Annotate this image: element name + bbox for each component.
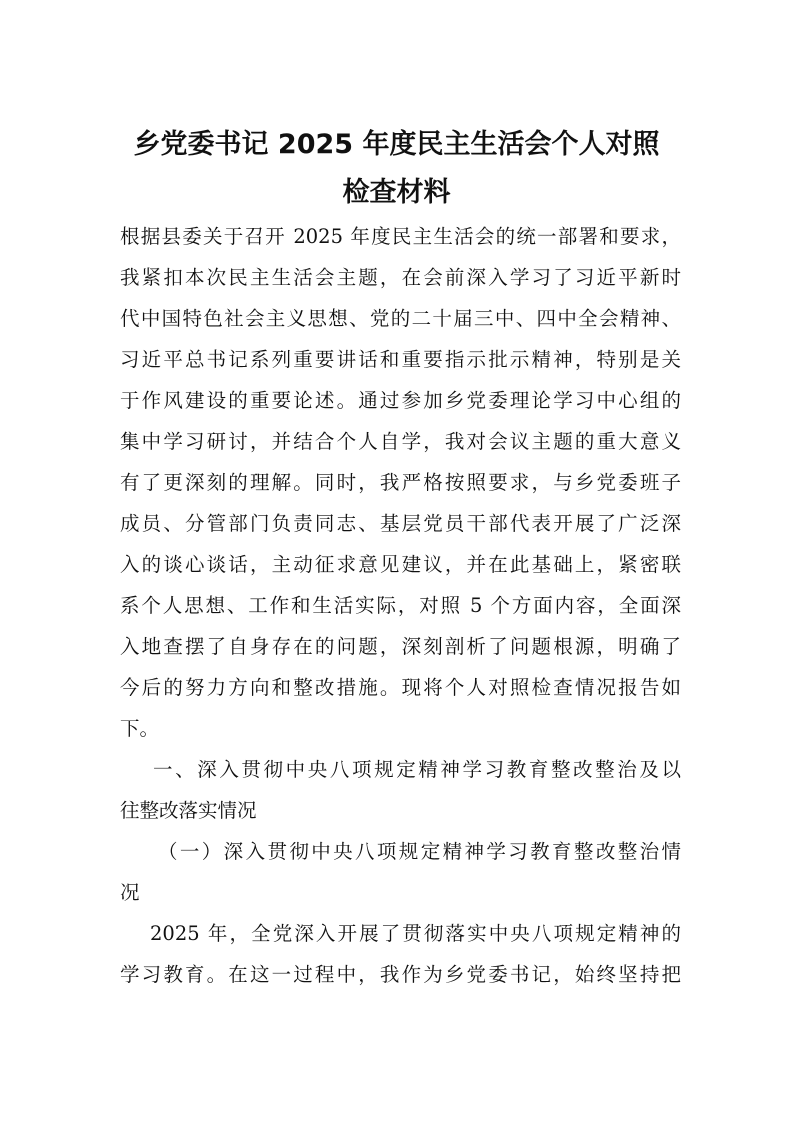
intro-line: 代中国特色社会主义思想、党的二十届三中、四中全会精神、 <box>120 307 681 330</box>
intro-line: 于作风建设的重要论述。通过参加乡党委理论学习中心组的 <box>120 389 681 412</box>
subsection-heading-1-cont: 况 <box>120 881 140 904</box>
intro-line: 下。 <box>120 717 160 740</box>
document-body <box>120 216 681 995</box>
intro-line: 系个人思想、工作和生活实际，对照 5 个方面内容，全面深 <box>120 594 681 617</box>
section-heading-1: 一、深入贯彻中央八项规定精神学习教育整改整治及以 <box>153 758 681 781</box>
paragraph-line: 学习教育。在这一过程中，我作为乡党委书记，始终坚持把 <box>120 963 681 986</box>
intro-line: 习近平总书记系列重要讲话和重要指示批示精神，特别是关 <box>120 348 681 371</box>
document-title-line-2: 检查材料 <box>342 177 451 208</box>
paragraph-line: 2025 年，全党深入开展了贯彻落实中央八项规定精神的 <box>150 922 681 945</box>
document-title-line-1: 乡党委书记 2025 年度民主生活会个人对照 <box>133 129 660 160</box>
intro-line: 根据县委关于召开 2025 年度民主生活会的统一部署和要求， <box>120 225 681 248</box>
section-heading-1-cont: 往整改落实情况 <box>120 799 257 822</box>
intro-line: 有了更深刻的理解。同时，我严格按照要求，与乡党委班子 <box>120 471 681 494</box>
subsection-heading-1: （一）深入贯彻中央八项规定精神学习教育整改整治情 <box>158 840 681 863</box>
intro-line: 我紧扣本次民主生活会主题，在会前深入学习了习近平新时 <box>120 266 681 289</box>
intro-line: 入地查摆了自身存在的问题，深刻剖析了问题根源，明确了 <box>120 635 681 658</box>
intro-line: 今后的努力方向和整改措施。现将个人对照检查情况报告如 <box>120 676 681 699</box>
intro-line: 集中学习研讨，并结合个人自学，我对会议主题的重大意义 <box>120 430 681 453</box>
intro-line: 成员、分管部门负责同志、基层党员干部代表开展了广泛深 <box>120 512 681 535</box>
intro-line: 入的谈心谈话，主动征求意见建议，并在此基础上，紧密联 <box>120 553 681 576</box>
